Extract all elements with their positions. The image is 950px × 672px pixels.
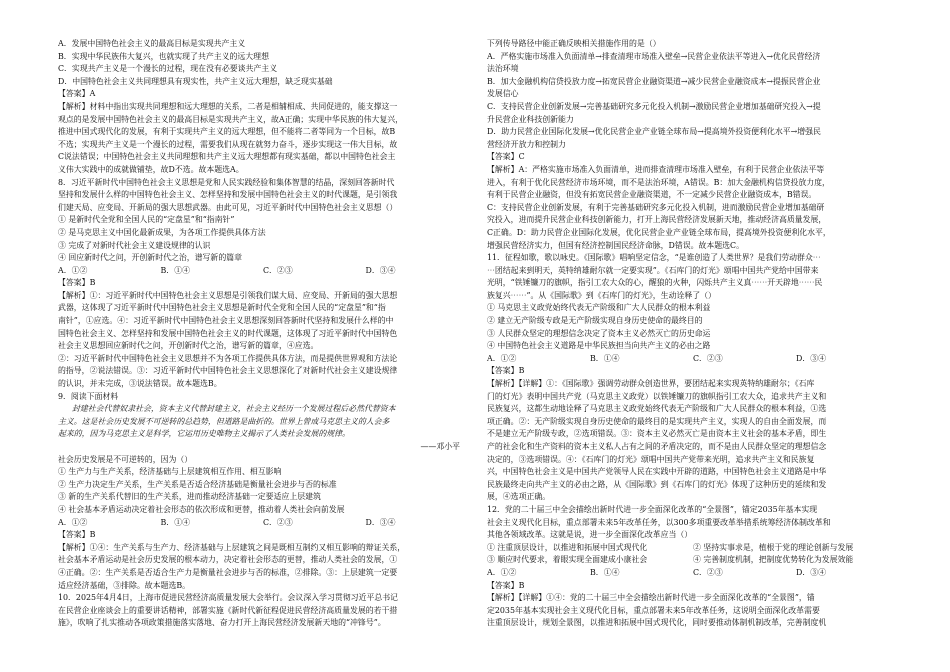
right-text-line: 民族最终走向共产主义的必由之路，从《国际歌》到《石库门的灯光》体现了这种历史的延续和发 (487, 479, 827, 489)
right-statement-pair (487, 554, 899, 567)
answer-option: B．①④ (590, 567, 620, 577)
right-text-line: ④ 中国特色社会主义道路是中华民族担当向共产主义的必由之路 (487, 341, 711, 351)
left-column (58, 38, 468, 630)
left-text-line: 8．习近平新时代中国特色社会主义思想是党和人民实践经验和集体智慧的结晶，深刻回答新时代 (58, 177, 395, 187)
statement-item: ② 坚持实事求是，植根于党的理论创新与发展 (693, 542, 854, 552)
answer-option: C．②③ (263, 517, 293, 527)
answer-option: B．①④ (590, 353, 620, 363)
right-text-line: 项正确。②：无产阶级实现自身历史使命的最终目的是实现共产主义，实现人的自由全面发展，而 (487, 416, 827, 426)
right-text-line: 【解析】【详解】①：《国际歌》强调劳动群众创造世界，要团结起来实现英特纳雄耐尔；《石库 (487, 379, 815, 389)
left-text-line: ② 生产力决定生产关系，生产关系是否适合经济基础是衡量社会进步与否的标准 (58, 479, 337, 489)
right-text-line: ③ 人民群众坚定的理想信念决定了资本主义必然灭亡的历史命运 (487, 328, 711, 338)
right-text-line: 12．党的二十届三中全会描绘出新时代进一步全面深化改革的“全景图”，锚定2035年基本实现 (487, 504, 818, 514)
left-text-line: ③ 新的生产关系代替旧的生产关系，进而推动经济基础一定要适应上层建筑 (58, 492, 321, 502)
left-text-line: A．发展中国特色社会主义的最高目标是实现共产主义 (58, 39, 246, 48)
left-text-line: 的认识，并未完成，③说法错误。故本题选B。 (58, 379, 222, 389)
answer-option: D．③④ (796, 567, 826, 577)
left-text-line: 9．阅读下面材料 (58, 391, 119, 401)
left-text-line: ① 是新时代全党和全国人民的“定盘星”和“指南针” (58, 215, 235, 225)
right-text-line: C正确。D：助力民营企业国际化发展，优化民营企业产业链全球布局，提高境外投资便利化水平， (487, 227, 831, 237)
right-text-line: 定2035年基本实现社会主义现代化目标，重点部署未来5年改革任务，这说明全面深化改革需要 (487, 605, 820, 615)
left-text-line: 10．2025年4月4日，上海市促进民营经济高质量发展大会举行。会议深入学习贯彻习近平总书记 (58, 593, 399, 603)
left-options-row (58, 265, 468, 278)
right-text-line: ② 建立无产阶级专政是无产阶级实现自身历史使命的最终目的 (487, 316, 703, 326)
answer-option: A．①② (58, 265, 88, 275)
left-text-line: 在民营企业座谈会上的重要讲话精神，部署实施《新时代新征程促进民营经济高质量发展的若干措 (58, 605, 398, 615)
left-text-line: 【答案】A (58, 89, 96, 99)
right-options-row (487, 567, 899, 580)
left-text-line: 【解析】材料中指出实现共同理想和远大理想的关系，二者是相辅相成、共同促进的，能支撑这一 (58, 101, 398, 111)
right-text-line: 光明，“铁锤镰刀的旗帜，指引工农大众的心，醒狼的火种，闪烁共产主义真⋯⋯开天辟地⋯⋯民 (487, 278, 823, 288)
right-text-line: 不是建立无产阶级专政，②选项错误。③：资本主义必然灭亡是由资本主义社会的基本矛盾，即生 (487, 429, 827, 439)
left-text-line: ④ 社会基本矛盾运动决定着社会形态的依次形成和更替，推动着人类社会向前发展 (58, 504, 345, 514)
right-column (487, 38, 899, 630)
answer-option: C．②③ (693, 567, 723, 577)
left-text-line: 社会主义思想回应新时代之问，开创新时代之治，谱写新的篇章，④应选。 (58, 341, 319, 351)
left-text-line: 观点的是发展中国特色社会主义的最高目标是实现共产主义，故A正确；实现中华民族的伟大复兴， (58, 114, 403, 124)
right-text-line: B．加大金融机构信贷投放力度→拓宽民营企业融资渠道→减少民营企业融资成本→提振民营企业 (487, 76, 821, 86)
right-text-line: 注重顶层设计，规划全景图，以推进和拓展中国式现代化，同时要推动体制机制改革，完善制度机 (487, 618, 827, 628)
right-text-line: 法治环境 (487, 64, 519, 74)
left-text-line: 们建天局、应变局、开新局的强大思想武器。由此可见，习近平新时代中国特色社会主义思想（） (58, 202, 398, 212)
left-text-line: ④ 回应新时代之问，开创新时代之治，谱写新的篇章 (58, 253, 242, 263)
right-text-line: ① 马克思主义政党始终代表无产阶级和广大人民群众的根本利益 (487, 303, 711, 313)
left-text-line: ②：习近平新时代中国特色社会主义思想并不为各项工作提供具体方法，而是提供世界观和方法论 (58, 353, 398, 363)
answer-option: D．③④ (365, 517, 396, 527)
right-text-line: C．支持民营企业创新发展→完善基础研究多元化投入机制→激励民营企业增加基础研究投入→提 (487, 101, 821, 111)
answer-option: B．①④ (160, 265, 190, 275)
right-text-line: 【答案】C (487, 152, 525, 162)
answer-option: D．③④ (365, 265, 396, 275)
right-text-line: 其他各领域改革。这就是说，进一步全面深化改革应当（） (487, 530, 693, 540)
right-options-row (487, 353, 899, 366)
left-text-line: ② 是马克思主义中国化最新成果，为各项工作提供具体方法 (58, 227, 266, 237)
left-text-line: ——邓小平 (420, 442, 460, 451)
left-text-line: ① 生产力与生产关系，经济基础与上层建筑相互作用、相互影响 (58, 467, 282, 477)
left-text-line: 【解析】①：习近平新时代中国特色社会主义思想是引领我们谋大局、应变局、开新局的强大思想 (58, 290, 398, 300)
statement-item: ④ 完善制度机制，把制度优势转化为发展效能 (693, 555, 854, 565)
left-text-line: 【答案】B (58, 278, 96, 288)
right-text-line: 兴，中国特色社会主义是中国共产党领导人民在实践中开辟的道路，中国特色社会主义道路是中华 (487, 467, 827, 477)
right-text-line: 究投入，进而提升民营企业科技创新能力，打开上海民营经济发展新天地，推动经济高质量发展， (487, 215, 827, 225)
statement-item: ① 注重顶层设计，以推进和拓展中国式现代化 (487, 542, 648, 552)
right-statement-pair (487, 542, 899, 555)
right-text-line: 下列传导路径中能正确反映相关措施作用的是（） (487, 39, 661, 48)
left-text-line: 义伟大实践中的成就做铺垫，故D不选。故本题选A。 (58, 164, 244, 174)
left-text-line: 的指导，②说法错误。③：习近平新时代中国特色社会主义思想深化了对新时代社会主义建设规律 (58, 366, 398, 376)
right-text-line: 【答案】B (487, 366, 525, 376)
right-text-line: 民族复兴，这都生动地诠释了马克思主义政党始终代表无产阶级和广大人民群众的根本利益，①选 (487, 404, 827, 414)
answer-option: B．①④ (160, 517, 190, 527)
right-text-line: 进入，有利于优化民营经济市场环境，而不是法治环境，A错误。B：加大金融机构信贷投放力度， (487, 177, 830, 187)
answer-option: C．②③ (263, 265, 293, 275)
right-text-line: ⋯团结起来到明天，英特纳雄耐尔就一定要实现”。《石库门的灯光》颂唱中国共产党给中国带来 (487, 265, 819, 275)
answer-option: A．①② (58, 517, 88, 527)
left-text-line: 南针”，①应选。④：习近平新时代中国特色社会主义思想深刻回答新时代坚持和发展什么样的中 (58, 316, 394, 326)
left-text-line: 武器，这体现了习近平新时代中国特色社会主义思想是新时代全党和全国人民的“定盘星”和“指 (58, 303, 386, 313)
left-text-line: 坚持和发展什么样的中国特色社会主义、怎样坚持和发展中国特色社会主义的时代课题，是引领我 (58, 190, 398, 200)
right-text-line: 11．征程如歌，歌以咏史。《国际歌》唱响坚定信念，“是谁创造了人类世界？是我们劳动群众⋯ (487, 253, 821, 263)
left-text-line: 【解析】①④：生产关系与生产力、经济基础与上层建筑之间是既相互制约又相互影响的辩证关系， (58, 542, 406, 552)
left-text-line: B．实现中华民族伟大复兴，也就实现了共产主义的远大理想 (58, 51, 269, 61)
right-text-line: 【解析】A：严格实施市场准入负面清单，进而排查清理市场准入壁垒，有利于民营企业依法平等 (487, 164, 825, 174)
left-text-line: 适应经济基础，③排除。故本题选B。 (58, 580, 191, 590)
left-text-line: 社会基本矛盾运动是社会历史发展的根本动力，决定着社会形态的更替，推动人类社会的发展，① (58, 555, 398, 565)
answer-option: D．③④ (796, 353, 826, 363)
left-text-line: 主义。这是社会历史发展不可逆转的总趋势，但道路是曲折的。世界上曾成马克思主义的人会多 (58, 416, 390, 426)
right-text-line: D．助力民营企业国际化发展→优化民营企业产业链全球布局→提高境外投资便利化水平→增强民 (487, 127, 821, 137)
right-text-line: 社会主义现代化目标，重点部署未来5年改革任务，以300多项重要改革举措系统筹经济体制改革和 (487, 517, 831, 527)
right-text-line: 【答案】B (487, 580, 525, 590)
right-text-line: 族复兴⋯⋯”。从《国际歌》到《石库门的灯光》，生动诠释了（） (487, 290, 716, 300)
right-text-line: 决定的，③选项错误。④：《石库门的灯光》颂唱中国共产党带来光明，追求共产主义和民族复 (487, 454, 815, 464)
left-text-line: D．中国特色社会主义共同理想具有现实性，共产主义远大理想，缺乏现实基础 (58, 76, 333, 86)
left-text-line: 施》，吹响了扎实推动各项政策措施落实落地、奋力打开上海民营经济发展新天地的“冲锋号”。 (58, 618, 386, 628)
right-text-line: 产的社会化和生产资料的资本主义私人占有之间的矛盾决定的，而不是由人民群众坚定的理想信念 (487, 442, 827, 451)
right-text-line: 门的灯光》表明中国共产党（马克思主义政党）以铁锤镰刀的旗帜指引工农大众，追求共产主义和 (487, 391, 827, 401)
right-text-line: 展，④选项正确。 (487, 492, 551, 502)
left-text-line: ④正确。②：生产关系是否适合生产力是衡量社会进步与否的标准，②排除。③：上层建筑一定要 (58, 567, 398, 577)
right-text-line: 有利于民营企业融资，但没有拓宽民营企业融资渠道，不一定减少民营企业融资成本，B错误。 (487, 190, 817, 200)
left-text-line: 推进中国式现代化的发展，有利于实现共产主义的远大理想，但不能将二者等同为一个目标，故B (58, 127, 396, 137)
left-text-line: 【答案】B (58, 530, 96, 540)
right-text-line: 增强民营经济实力，但国有经济控制国民经济命脉，D错误。故本题选C。 (487, 240, 744, 250)
statement-item: ③ 顺应时代要求，着眼实现全面建成小康社会 (487, 555, 648, 565)
left-text-line: 社会历史发展是不可逆转的，因为（） (58, 454, 193, 464)
left-text-line: C说法错误；中国特色社会主义共同理想和共产主义远大理想都有现实基础，都以中国特色社会主 (58, 152, 396, 162)
left-text-line: 封建社会代替奴隶社会，资本主义代替封建主义，社会主义经历一个发展过程后必然代替资本 (72, 404, 396, 414)
right-text-line: A．严格实施市场准入负面清单→排查清理市场准入壁垒→民营企业依法平等进入→优化民营经济 (487, 51, 821, 61)
left-text-line: ③ 完成了对新时代社会主义建设规律的认识 (58, 240, 211, 250)
left-text-line: C．实现共产主义是一个漫长的过程，现在没有必要谈共产主义 (58, 64, 278, 74)
answer-option: A．①② (487, 567, 517, 577)
answer-option: C．②③ (693, 353, 723, 363)
right-text-line: 发展信心 (487, 89, 519, 99)
left-text-line: 起来的，因为马克思主义是科学，它运用历史唯物主义揭示了人类社会发展的规律。 (58, 429, 350, 439)
right-text-line: C：支持民营企业创新发展，有利于完善基础研究多元化投入机制，进而激励民营企业增加基础研 (487, 202, 825, 212)
answer-option: A．①② (487, 353, 517, 363)
right-text-line: 【解析】【详解】①④：党的二十届三中全会描绘出新时代进一步全面深化改革的“全景图”，锚 (487, 593, 815, 603)
left-text-line: 不选；实现共产主义是一个漫长的过程，需要我们从现在就努力奋斗，逐步实现这一伟大目标，故 (58, 139, 398, 149)
left-options-row (58, 517, 468, 530)
right-text-line: 升民营企业科技创新能力 (487, 114, 574, 124)
right-text-line: 营经济开放力和控制力 (487, 139, 566, 149)
left-text-line: 国特色社会主义、怎样坚持和发展中国特色社会主义的时代课题，这体现了习近平新时代中国特色 (58, 328, 398, 338)
